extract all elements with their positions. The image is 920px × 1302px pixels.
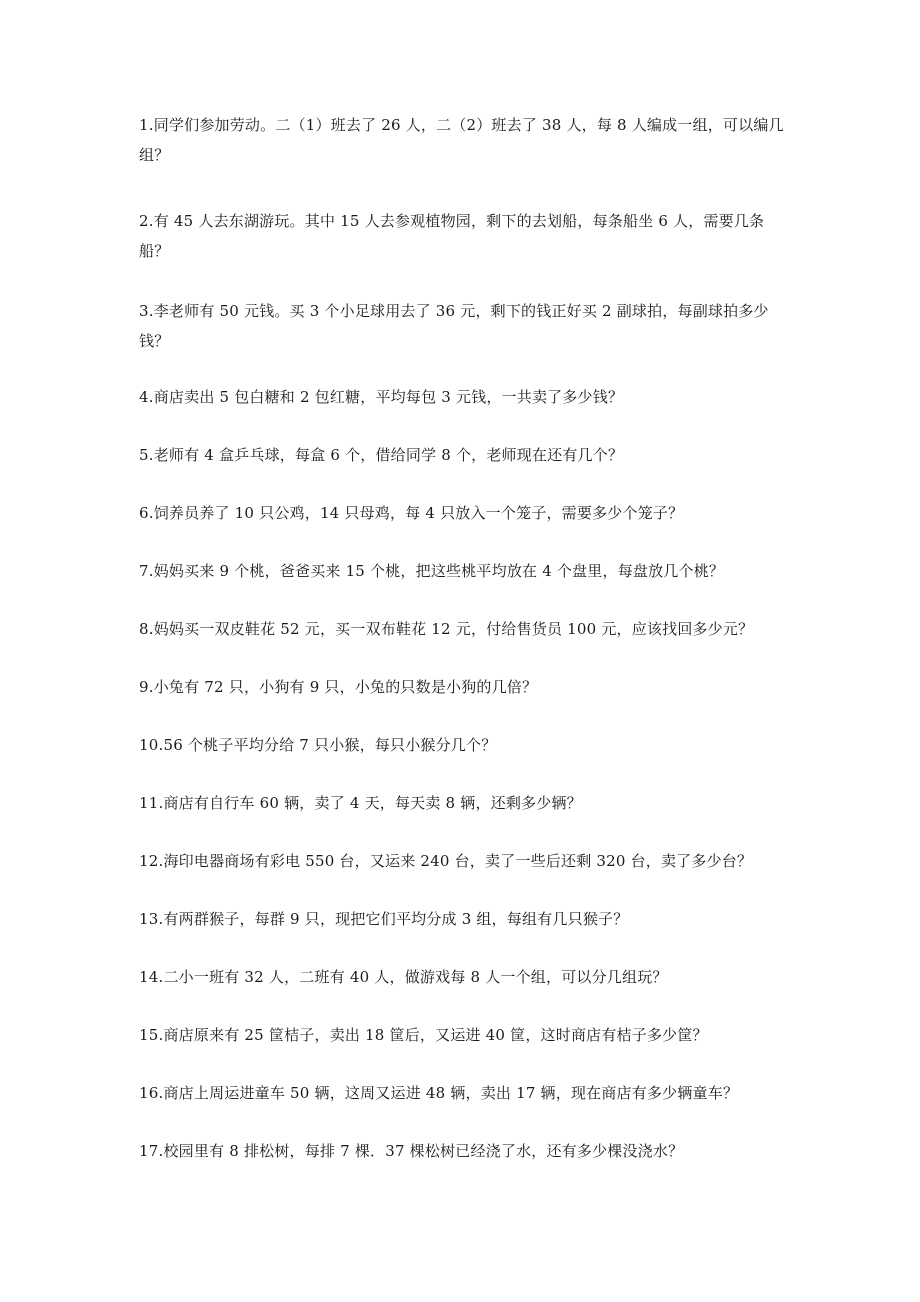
question-text: 饲养员养了 10 只公鸡，14 只母鸡，每 4 只放入一个笼子，需要多少个笼子？ — [153, 504, 684, 522]
question-text: 二小一班有 32 人，二班有 40 人，做游戏每 8 人一个组，可以分几组玩？ — [163, 968, 668, 986]
question-10 — [139, 730, 787, 760]
question-5 — [139, 440, 787, 470]
question-number: 11. — [139, 794, 164, 812]
question-1 — [139, 110, 787, 170]
question-text: 妈妈买来 9 个桃，爸爸买来 15 个桃，把这些桃平均放在 4 个盘里，每盘放几个桃？ — [153, 562, 725, 580]
question-16 — [139, 1078, 787, 1108]
question-text: 海印电器商场有彩电 550 台，又运来 240 台，卖了一些后还剩 320 台，卖了多少台？ — [163, 852, 753, 870]
question-number: 14. — [139, 968, 164, 986]
question-text: 56 个桃子平均分给 7 只小猴，每只小猴分几个？ — [163, 736, 497, 754]
question-text: 妈妈买一双皮鞋花 52 元，买一双布鞋花 12 元，付给售货员 100 元，应该找回多少元？ — [153, 620, 754, 638]
question-text: 商店原来有 25 筐桔子，卖出 18 筐后，又运进 40 筐，这时商店有桔子多少筐？ — [163, 1026, 708, 1044]
question-12 — [139, 846, 787, 876]
question-14 — [139, 962, 787, 992]
question-text: 商店卖出 5 包白糖和 2 包红糖，平均每包 3 元钱，一共卖了多少钱？ — [153, 388, 624, 406]
question-9 — [139, 672, 787, 702]
question-13 — [139, 904, 787, 934]
question-number: 16. — [139, 1084, 164, 1102]
question-15 — [139, 1020, 787, 1050]
question-number: 6. — [139, 504, 154, 522]
question-6 — [139, 498, 787, 528]
question-text: 商店有自行车 60 辆，卖了 4 天，每天卖 8 辆，还剩多少辆？ — [163, 794, 582, 812]
question-text: 同学们参加劳动。二（1）班去了 26 人，二（2）班去了 38 人，每 8 人编成一组，可以编几组？ — [139, 116, 784, 164]
question-number: 10. — [139, 736, 164, 754]
question-text: 商店上周运进童车 50 辆，这周又运进 48 辆，卖出 17 辆，现在商店有多少辆童车？ — [163, 1084, 739, 1102]
question-number: 7. — [139, 562, 154, 580]
question-number: 1. — [139, 116, 154, 134]
question-text: 老师有 4 盒乒乓球，每盒 6 个，借给同学 8 个，老师现在还有几个？ — [153, 446, 624, 464]
question-8 — [139, 614, 787, 644]
question-number: 17. — [139, 1142, 164, 1160]
question-17 — [139, 1136, 787, 1166]
question-number: 3. — [139, 302, 154, 320]
question-4 — [139, 382, 787, 412]
question-7 — [139, 556, 787, 586]
question-2 — [139, 206, 787, 266]
question-text: 小兔有 72 只，小狗有 9 只，小兔的只数是小狗的几倍？ — [153, 678, 538, 696]
question-number: 15. — [139, 1026, 164, 1044]
question-number: 8. — [139, 620, 154, 638]
question-number: 13. — [139, 910, 164, 928]
question-text: 校园里有 8 排松树，每排 7 棵．37 棵松树已经浇了水，还有多少棵没浇水？ — [163, 1142, 684, 1160]
question-text: 有 45 人去东湖游玩。其中 15 人去参观植物园，剩下的去划船，每条船坐 6 人，需要几条船？ — [139, 212, 765, 260]
question-3 — [139, 296, 787, 356]
question-text: 李老师有 50 元钱。买 3 个小足球用去了 36 元，剩下的钱正好买 2 副球拍，每副球拍多少钱？ — [139, 302, 769, 350]
question-number: 12. — [139, 852, 164, 870]
question-11 — [139, 788, 787, 818]
question-number: 2. — [139, 212, 154, 230]
question-text: 有两群猴子，每群 9 只，现把它们平均分成 3 组，每组有几只猴子？ — [163, 910, 629, 928]
question-number: 4. — [139, 388, 154, 406]
question-number: 9. — [139, 678, 154, 696]
question-number: 5. — [139, 446, 154, 464]
